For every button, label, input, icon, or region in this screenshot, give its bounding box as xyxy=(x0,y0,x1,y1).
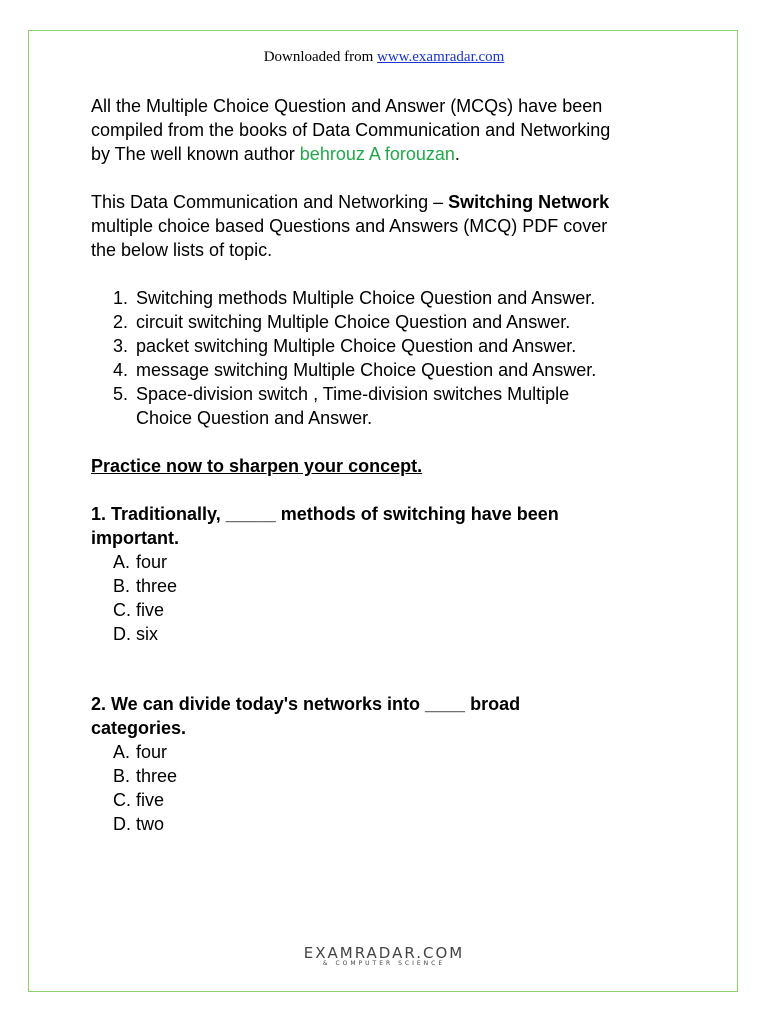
list-item: 4. message switching Multiple Choice Question and Answer. xyxy=(113,360,597,380)
option-item: B. three xyxy=(113,766,178,786)
description-line-2: multiple choice based Questions and Answers (MCQ) PDF cover xyxy=(91,216,608,236)
topic-title: Switching Network xyxy=(448,192,610,212)
option-item: B. three xyxy=(113,576,178,596)
option-item: A. four xyxy=(113,552,168,572)
download-header xyxy=(0,49,768,66)
option-item: C. five xyxy=(113,790,165,810)
option-list xyxy=(91,550,691,646)
logo-brand: EXAMRADAR.COM xyxy=(303,944,465,962)
header-prefix: Downloaded from xyxy=(263,49,377,65)
option-item: C. five xyxy=(113,600,165,620)
intro-line-1: All the Multiple Choice Question and Answer (MCQs) have been xyxy=(91,96,603,116)
examradar-logo xyxy=(0,944,768,967)
question-text: important. xyxy=(91,528,179,548)
list-item: 1. Switching methods Multiple Choice Question and Answer. xyxy=(113,288,596,308)
option-item: A. four xyxy=(113,742,168,762)
question-2 xyxy=(91,692,691,836)
description-line-1: This Data Communication and Networking – Switching Network xyxy=(91,192,610,212)
question-text: categories. xyxy=(91,718,187,738)
practice-heading: Practice now to sharpen your concept. xyxy=(91,456,423,476)
list-item: 5. Space-division switch , Time-division switches Multiple Choice Question and Answer. xyxy=(113,384,570,428)
list-item: 3. packet switching Multiple Choice Question and Answer. xyxy=(113,336,577,356)
logo-tagline: & COMPUTER SCIENCE xyxy=(322,960,446,967)
intro-line-3: by The well known author behrouz A forouzan. xyxy=(91,144,460,164)
examradar-link[interactable]: www.examradar.com xyxy=(377,49,505,65)
document-body xyxy=(91,94,691,836)
question-1 xyxy=(91,502,691,646)
question-text: 1. Traditionally, _____ methods of switching have been xyxy=(91,504,559,524)
option-item: D. six xyxy=(113,624,158,644)
description-line-3: the below lists of topic. xyxy=(91,240,273,260)
topic-list xyxy=(91,286,691,430)
option-list xyxy=(91,740,691,836)
intro-line-2: compiled from the books of Data Communication and Networking xyxy=(91,120,611,140)
author-name: behrouz A forouzan xyxy=(299,144,455,164)
list-item: 2. circuit switching Multiple Choice Question and Answer. xyxy=(113,312,571,332)
question-text: 2. We can divide today's networks into ____ broad xyxy=(91,694,521,714)
option-item: D. two xyxy=(113,814,165,834)
